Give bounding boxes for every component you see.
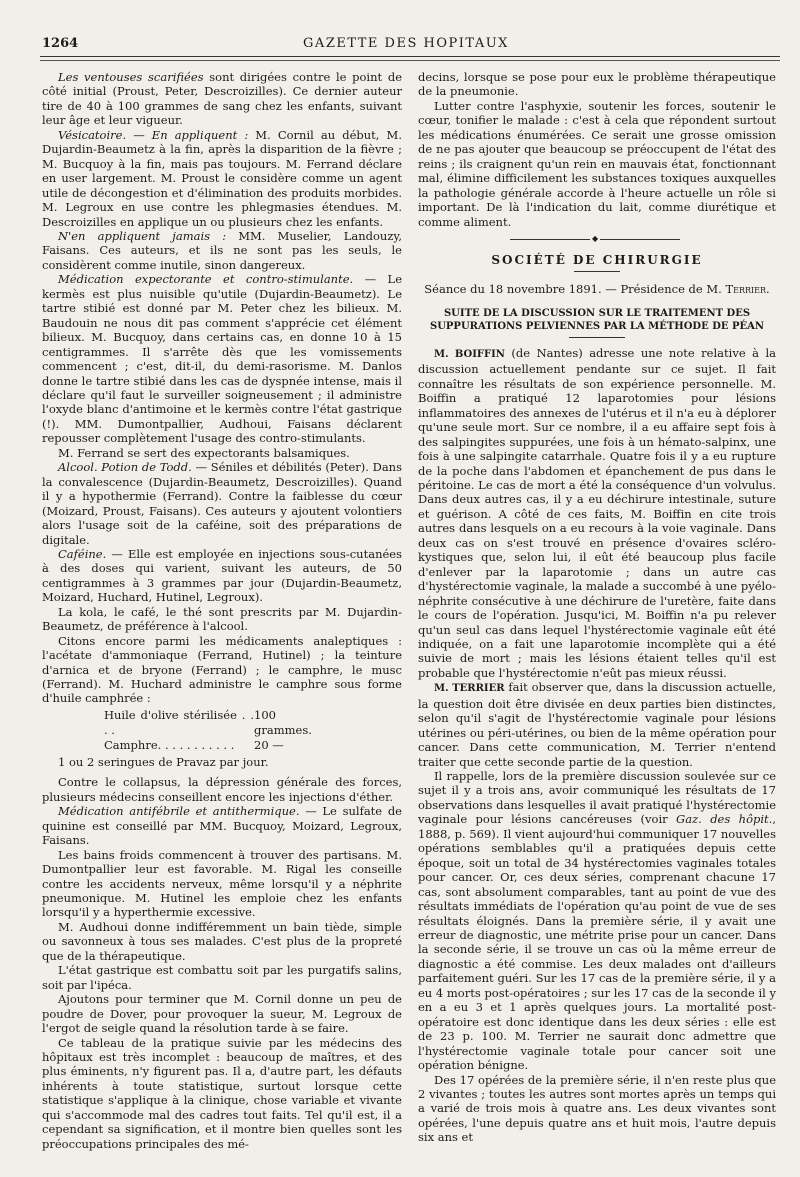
formula-line: Huile d'olive stérilisée . . . . 100 grammes. bbox=[104, 707, 312, 737]
paragraph: L'état gastrique est combattu soit par les purgatifs salins, soit par l'ipéca. bbox=[42, 963, 402, 992]
paragraph: Alcool. Potion de Todd. — Séniles et débilités (Peter). Dans la convalescence (Dujardin-Beaumetz, Descroizilles). Quand il y a hypothermie (Ferrand). Contre la faiblesse du cœur (Moizard, Proust, Faisans). Ces auteurs y ajoutent volontiers alors l'usage soit de la caféine, soit des préparations de digitale. bbox=[42, 460, 402, 547]
paragraph: Il rappelle, lors de la première discussion soulevée sur ce sujet il y a trois ans, avoir communiqué les résultats de 17 observations dans lesquelles il avait pratiqué l'hystérectomie vaginale pour lésions cancéreuses (voir Gaz. des hôpit., 1888, p. 569). Il vient aujourd'hui communiquer 17 nouvelles opérations semblables qu'il a pratiquées depuis cette époque, soit un total de 34 hystérectomies vaginales totales pour cancer. Or, ces deux séries, comprenant chacune 17 cas, sont absolument comparables, tant au point de vue des résultats immédiats de l'opération qu'au point de vue de ses résultats éloignés. Dans la première série, il y avait une erreur de diagnostic, une métrite prise pour un cancer. Dans la seconde série, il se trouve un cas où la même erreur de diagnostic a été commise. Les deux malades ont d'ailleurs parfaitement guéri. Sur les 17 cas de la première série, il y a eu 4 morts post-opératoires ; sur les 17 cas de la seconde il y en a eu 3 et 1 après quelques jours. La mortalité post-opératoire est donc identique dans les deux séries : elle est de 23 p. 100. M. Terrier ne saurait donc admettre que l'hystérectomie vaginale totale pour cancer soit une opération bénigne. bbox=[418, 769, 776, 1073]
paragraph: M. BOIFFIN (de Nantes) adresse une note relative à la discussion actuellement pendante sur ce sujet. Il fait connaître les résultats de son expérience personnelle. M. Boiffin a pratiqué 12 laparotomies pour lésions inflammatoires des annexes de l'utérus et il n'a eu à déplorer qu'une seule mort. Sur ce nombre, il a eu affaire sept fois à des salpingites suppurées, une fois à un hémato-salpinx, une fois à une salpingite catarrhale. Quatre fois il y a eu rupture de la poche dans l'abdomen et épanchement de pus dans le péritoine. Le cas de mort a été la conséquence d'un volvulus. Dans deux autres cas, il y a eu déchirure intestinale, suture et guérison. A côté de ces faits, M. Boiffin en cite trois autres dans lesquels on a eu recours à la voie vaginale. Dans deux cas on s'est trouvé en présence d'ovaires scléro-kystiques que, selon lui, il eût été beaucoup plus facile d'enlever par la laparotomie ; dans un autre cas d'hystérectomie vaginale, la malade a succombé à une pyélo-néphrite consécutive à une déchirure de l'uretère, faite dans le cours de l'opération. Jusqu'ici, M. Boiffin n'a pu relever qu'un seul cas dans lequel l'hystérectomie vaginale eût été indiquée, on a fait une laparotomie incomplète qui a été suivie de mort ; mais les lésions étaient telles qu'il est probable que l'hystérectomie n'eût pas mieux réussi. bbox=[418, 345, 777, 680]
title-rule bbox=[569, 337, 625, 338]
paragraph: M. Ferrand se sert des expectorants balsamiques. bbox=[58, 445, 350, 460]
paragraph: Ajoutons pour terminer que M. Cornil donne un peu de poudre de Dover, pour provoquer la sueur, M. Legroux de l'ergot de seigle quand la résolution tarde à se faire. bbox=[42, 992, 402, 1036]
left-column bbox=[42, 70, 402, 1151]
formula-note: 1 ou 2 seringues de Pravaz par jour. bbox=[58, 754, 269, 769]
paragraph: Les ventouses scarifiées sont dirigées contre le point de côté initial (Proust, Peter, Descroizilles). Ce dernier auteur tire de 40 à 100 grammes de sang chez les enfants, suivant leur âge et leur vigueur. bbox=[42, 70, 402, 128]
paragraph: Vésicatoire. — En appliquent : M. Cornil au début, M. Dujardin-Beaumetz à la fin, après la disparition de la fièvre ; M. Bucquoy à la fin, mais pas toujours. M. Ferrand déclare en user largement. M. Proust le considère comme un agent utile de décongestion et d'élimination des produits morbides. M. Legroux en use contre les phlegmasies étendues. M. Descroizilles en applique un ou plusieurs chez les enfants. bbox=[42, 127, 402, 229]
paragraph: M. Audhoui donne indifféremment un bain tiède, simple ou savonneux à tous ses malades. C'est plus de la propreté que de la thérapeutique. bbox=[42, 919, 402, 963]
paragraph: M. TERRIER fait observer que, dans la discussion actuelle, la question doit être divisée en deux parties bien distinctes, selon qu'il s'agit de l'hystérectomie vaginale pour lésions utérines ou péri-utérines, ou bien de la même opération pour cancer. Dans cette communication, M. Terrier n'entend traiter que cette seconde partie de la question. bbox=[418, 680, 776, 769]
formula-line: Camphre. . . . . . . . . . . 20 — bbox=[104, 737, 284, 752]
paragraph: Ce tableau de la pratique suivie par les médecins des hôpitaux est très incomplet : beaucoup de maîtres, et des plus éminents, n'y figurent pas. Il a, d'autre part, les défauts inhérents à toute statistique, surtout lorsque cette statistique s'applique à la clinique, chose variable et vivante qui s'accommode mal des cadres tout faits. Tel qu'il est, il a cependant sa signification, et il montre bien quelles sont les préoccupations principales des mé- bbox=[42, 1035, 402, 1151]
page-header bbox=[40, 36, 772, 56]
section-separator bbox=[418, 235, 776, 243]
paragraph: Caféine. — Elle est employée en injections sous-cutanées à des doses qui varient, suivant les auteurs, de 50 centigrammes à 3 grammes par jour (Dujardin-Beaumetz, Moizard, Huchard, Hutinel, Legroux). bbox=[42, 546, 402, 605]
section-heading: SOCIÉTÉ DE CHIRURGIE bbox=[491, 252, 703, 267]
heading-rule bbox=[574, 271, 620, 272]
paragraph: Citons encore parmi les médicaments analeptiques : l'acétate d'ammoniaque (Ferrand, Hutinel) ; la teinture d'arnica et de bryone (Ferrand) ; le camphre, le musc (Ferrand). M. Huchard administre le camphre sous forme d'huile camphrée : bbox=[42, 633, 402, 706]
paragraph: Des 17 opérées de la première série, il n'en reste plus que 2 vivantes ; toutes les autres sont mortes après un temps qui a varié de trois mois à quatre ans. Les deux vivantes sont opérées, l'une depuis quatre ans et huit mois, l'autre depuis six ans et bbox=[418, 1072, 776, 1145]
discussion-title: SUITE DE LA DISCUSSION SUR LE TRAITEMENT DES SUPPURATIONS PELVIENNES PAR LA MÉTHODE DE PÉAN bbox=[429, 307, 765, 332]
paragraph: La kola, le café, le thé sont prescrits par M. Dujardin-Beaumetz, de préférence à l'alcool. bbox=[42, 604, 402, 634]
header-rule-thin bbox=[40, 60, 780, 61]
paragraph: Les bains froids commencent à trouver des partisans. M. Dumontpallier leur est favorable. M. Rigal les conseille contre les accidents nerveux, même lorsqu'il y a néphrite pneumonique. M. Hutinel les emploie chez les enfants lorsqu'il y a hyperthermie excessive. bbox=[42, 847, 402, 920]
session-line: Séance du 18 novembre 1891. — Présidence de M. Terrier. bbox=[424, 282, 770, 297]
right-column bbox=[418, 70, 776, 1145]
paragraph: Médication expectorante et contro-stimulante. — Le kermès est plus nuisible qu'utile (Dujardin-Beaumetz). Le tartre stibié est donné par M. Peter chez les bilieux. M. Baudouin ne nous dit pas comment s'apprécie cet élément bilieux. M. Bucquoy, dans certains cas, en donne 10 à 15 centigrammes. Il s'arrête dès que les vomissements commencent ; c'est, dit-il, du demi-rasorisme. M. Danlos donne le tartre stibié dans les cas de dyspnée intense, mais il déclare qu'il faut le surveiller soigneusement ; il administre l'oxyde blanc d'antimoine et le kermès contre l'état gastrique (!). MM. Dumontpallier, Audhoui, Faisans déclarent repousser complètement l'usage des contro-stimulants. bbox=[42, 272, 402, 446]
paragraph: Contre le collapsus, la dépression générale des forces, plusieurs médecins conseillent encore les injections d'éther. bbox=[42, 775, 402, 804]
header-rule bbox=[40, 56, 780, 57]
prescription-formula bbox=[104, 708, 402, 753]
page-number: 1264 bbox=[42, 36, 79, 51]
paragraph: Lutter contre l'asphyxie, soutenir les forces, soutenir le cœur, tonifier le malade : c'est à cela que répondent surtout les médications énumérées. Ce serait une grosse omission de ne pas ajouter que beaucoup se préoccupent de l'état des reins ; ils craignent qu'un rein en mauvais état, fonctionnant mal, élimine difficilement les substances toxiques auxquelles la pathologie générale accorde à l'heure actuelle un rôle si important. De là l'indication du lait, comme diurétique et comme aliment. bbox=[418, 98, 776, 229]
journal-title: GAZETTE DES HOPITAUX bbox=[303, 36, 509, 51]
paragraph: N'en appliquent jamais : MM. Muselier, Landouzy, Faisans. Ces auteurs, et ils ne sont pas les seuls, le considèrent comme inutile, sinon dangereux. bbox=[42, 228, 402, 272]
paragraph: decins, lorsque se pose pour eux le problème thérapeutique de la pneumonie. bbox=[418, 70, 776, 99]
paragraph: Médication antifébrile et antithermique. — Le sulfate de quinine est conseillé par MM. Bucquoy, Moizard, Legroux, Faisans. bbox=[42, 804, 402, 848]
